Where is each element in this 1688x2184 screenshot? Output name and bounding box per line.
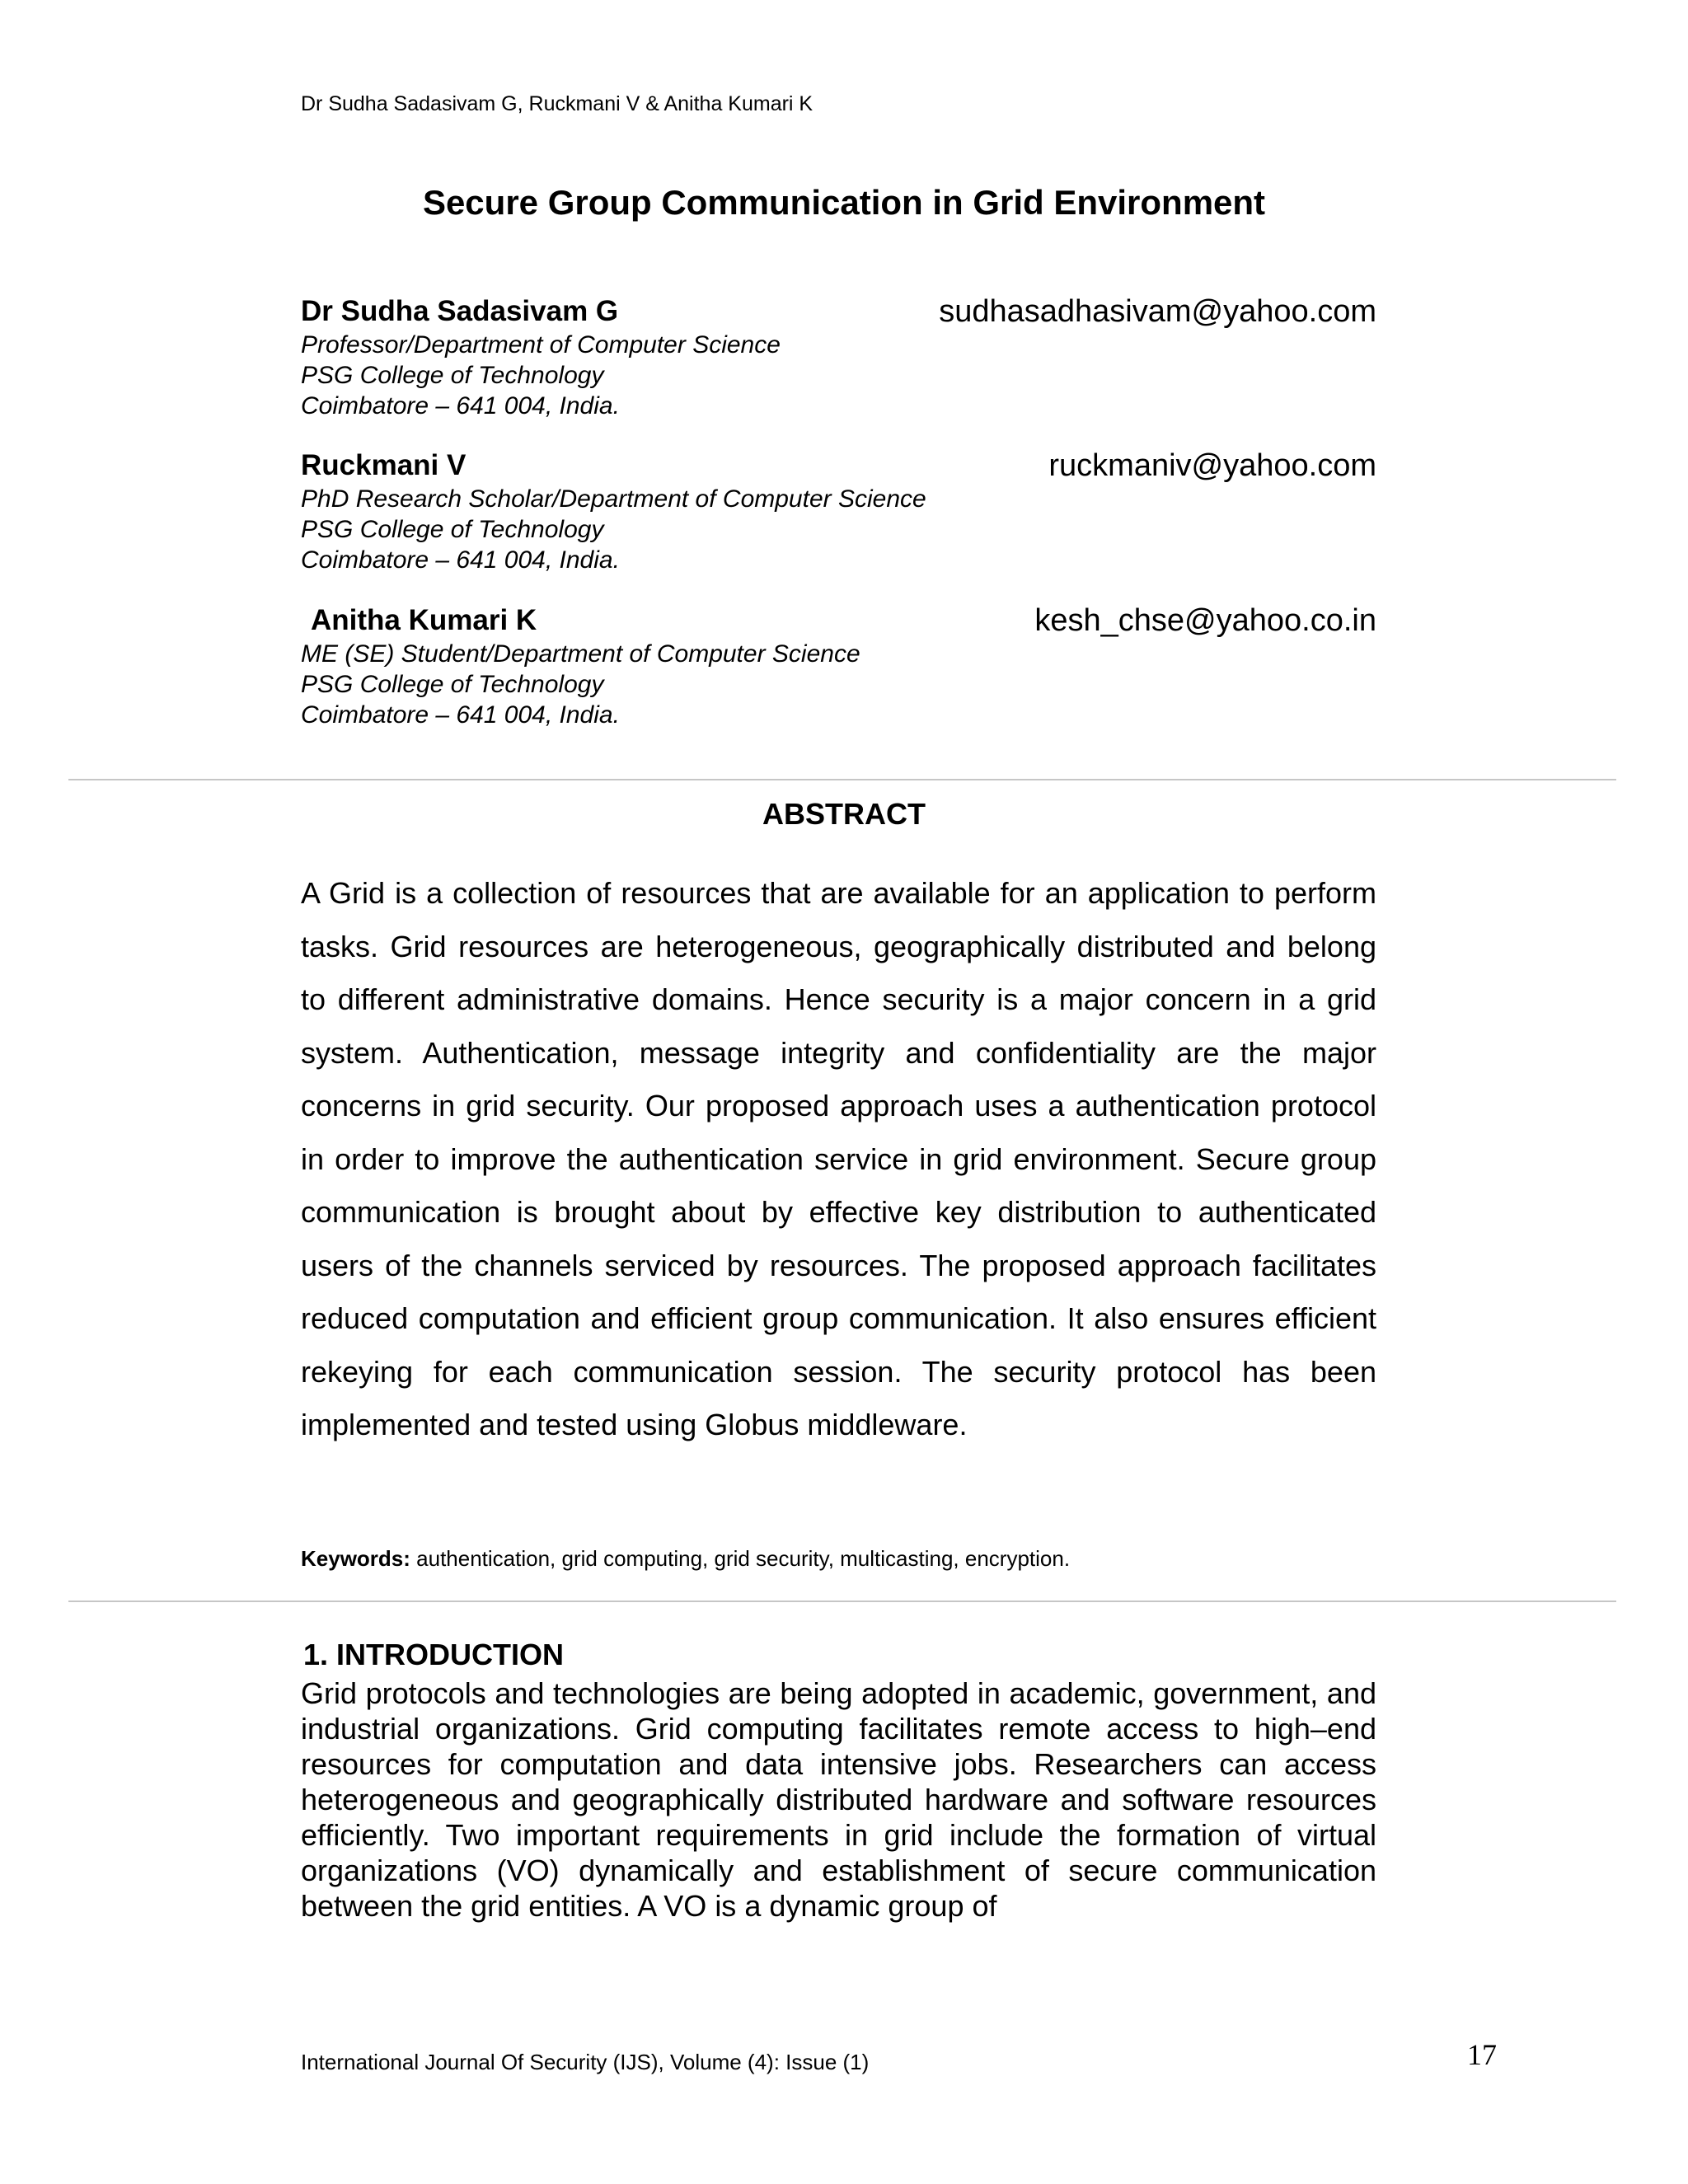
keywords (301, 1546, 1070, 1572)
author-affiliation-line: ME (SE) Student/Department of Computer Science (301, 640, 860, 668)
abstract-heading: ABSTRACT (762, 797, 926, 831)
section-divider (68, 779, 1616, 780)
keywords-label: Keywords: (301, 1546, 410, 1571)
author-affiliation-line: PSG College of Technology (301, 362, 604, 389)
author-affiliation-line: Coimbatore – 641 004, India. (301, 546, 620, 574)
author-affiliation-line: Professor/Department of Computer Science (301, 331, 781, 359)
author-affiliation-line: PSG College of Technology (301, 516, 604, 543)
section-divider (68, 1601, 1616, 1602)
author-name: Anitha Kumari K (311, 604, 537, 636)
page-number: 17 (1467, 2038, 1497, 2071)
introduction-text: Grid protocols and technologies are being adopted in academic, government, and industrial organizations. Grid computing facilitates remote access to high–end resources for computation and data intensive jobs. Researchers can access heterogeneous and geographically distributed hardware and software resources efficiently. Two important requirements in grid include the formation of virtual organizations (VO) dynamically and establishment of secure communication between the grid entities. A VO is a dynamic group of (301, 1676, 1376, 1923)
author-block-3 (301, 602, 1376, 730)
footer-journal: International Journal Of Security (IJS), Volume (4): Issue (1) (301, 2050, 870, 2074)
author-email: ruckmaniv@yahoo.com (1048, 448, 1376, 483)
author-affiliation-line: Coimbatore – 641 004, India. (301, 701, 620, 729)
author-affiliation-line: PhD Research Scholar/Department of Computer Science (301, 485, 926, 513)
author-email: kesh_chse@yahoo.co.in (1034, 603, 1376, 638)
author-affiliation-line: PSG College of Technology (301, 671, 604, 698)
author-block-2 (301, 448, 1376, 575)
abstract-text: A Grid is a collection of resources that are available for an application to perform tasks. Grid resources are heterogeneous, geographically distributed and belong to different administrative domains. Hence security is a major concern in a grid system. Authentication, message integrity and confidentiality are the major concerns in grid security. Our proposed approach uses a authentication protocol in order to improve the authentication service in grid environment. Secure group communication is brought about by effective key distribution to authenticated users of the channels serviced by resources. The proposed approach facilitates reduced computation and efficient group communication. It also ensures efficient rekeying for each communication session. The security protocol has been implemented and tested using Globus middleware. (301, 876, 1376, 1441)
author-email: sudhasadhasivam@yahoo.com (939, 294, 1376, 329)
section-heading: 1. INTRODUCTION (303, 1638, 565, 1671)
author-block-1 (301, 293, 1376, 421)
paper-title: Secure Group Communication in Grid Environment (422, 183, 1266, 222)
author-name: Ruckmani V (301, 449, 467, 481)
running-header: Dr Sudha Sadasivam G, Ruckmani V & Anitha Kumari K (301, 92, 814, 115)
author-name: Dr Sudha Sadasivam G (301, 295, 619, 327)
keywords-text: authentication, grid computing, grid security, multicasting, encryption. (410, 1546, 1071, 1571)
author-affiliation-line: Coimbatore – 641 004, India. (301, 392, 620, 419)
